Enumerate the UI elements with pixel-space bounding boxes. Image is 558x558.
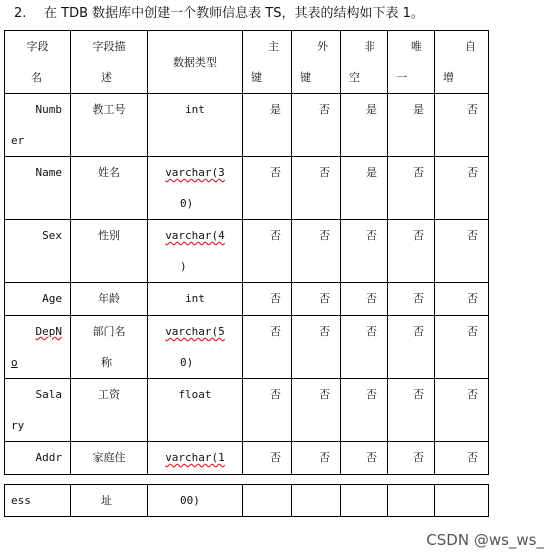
auto-flag: 否	[435, 157, 489, 220]
field-desc-cell: 姓名	[71, 157, 148, 220]
field-desc-cell: 年龄	[71, 283, 148, 316]
auto-flag: 否	[435, 283, 489, 316]
field-desc-cell: 家庭住	[71, 442, 148, 475]
data-type-cell: float	[148, 379, 243, 442]
fk-flag: 否	[292, 283, 341, 316]
header-not-null: 非 空	[341, 31, 388, 94]
fk-flag: 否	[292, 94, 341, 157]
unique-flag: 否	[388, 220, 435, 283]
table-row	[5, 283, 489, 316]
field-desc-cell: 部门名 称	[71, 316, 148, 379]
fk-flag: 否	[292, 157, 341, 220]
header-primary-key: 主 键	[243, 31, 292, 94]
notnull-flag: 是	[341, 94, 388, 157]
data-type-cell: varchar(1	[148, 442, 243, 475]
auto-flag: 否	[435, 94, 489, 157]
header-foreign-key: 外 键	[292, 31, 341, 94]
fk-flag: 否	[292, 442, 341, 475]
auto-flag: 否	[435, 379, 489, 442]
notnull-flag: 否	[341, 316, 388, 379]
data-type-cell: varchar(3 0)	[148, 157, 243, 220]
fk-flag: 否	[292, 379, 341, 442]
notnull-flag: 否	[341, 442, 388, 475]
pk-flag: 是	[243, 94, 292, 157]
notnull-flag: 是	[341, 157, 388, 220]
unique-flag: 否	[388, 157, 435, 220]
pk-flag: 否	[243, 157, 292, 220]
header-field-desc: 字段描 述	[71, 31, 148, 94]
table-continuation	[4, 484, 489, 517]
auto-flag: 否	[435, 316, 489, 379]
empty-cell	[292, 485, 341, 517]
empty-cell	[341, 485, 388, 517]
notnull-flag: 否	[341, 220, 388, 283]
data-type-cell: varchar(4 )	[148, 220, 243, 283]
notnull-flag: 否	[341, 283, 388, 316]
pk-flag: 否	[243, 316, 292, 379]
table-row	[5, 442, 489, 475]
empty-cell	[243, 485, 292, 517]
field-desc-cell: 工资	[71, 379, 148, 442]
fk-flag: 否	[292, 316, 341, 379]
auto-flag: 否	[435, 442, 489, 475]
empty-cell	[388, 485, 435, 517]
table-row	[5, 316, 489, 379]
table-row	[5, 220, 489, 283]
data-type-cell: varchar(5 0)	[148, 316, 243, 379]
data-type-cell: int	[148, 94, 243, 157]
table-header-row	[5, 31, 489, 94]
field-desc-cell: 教工号	[71, 94, 148, 157]
field-desc-cell: 性别	[71, 220, 148, 283]
field-name-cell: Name	[5, 157, 71, 220]
continuation-row	[5, 485, 489, 517]
unique-flag: 否	[388, 316, 435, 379]
watermark: CSDN @ws_ws_	[426, 531, 544, 549]
pk-flag: 否	[243, 442, 292, 475]
table-row	[5, 94, 489, 157]
pk-flag: 否	[243, 220, 292, 283]
field-name-cell: Addr	[5, 442, 71, 475]
data-type-cell: 00)	[148, 485, 243, 517]
field-name-cell: ess	[5, 485, 71, 517]
field-name-cell: Sex	[5, 220, 71, 283]
field-name-cell: DepN o	[5, 316, 71, 379]
unique-flag: 否	[388, 442, 435, 475]
question-text: 在 TDB 数据库中创建一个教师信息表 TS，其表的结构如下表 1。	[44, 6, 424, 21]
unique-flag: 否	[388, 379, 435, 442]
header-unique: 唯 一	[388, 31, 435, 94]
field-desc-cell: 址	[71, 485, 148, 517]
pk-flag: 否	[243, 283, 292, 316]
auto-flag: 否	[435, 220, 489, 283]
field-name-cell: Sala ry	[5, 379, 71, 442]
empty-cell	[435, 485, 489, 517]
question-number: 2.	[14, 6, 27, 21]
table-row	[5, 379, 489, 442]
unique-flag: 否	[388, 283, 435, 316]
header-auto-increment: 自 增	[435, 31, 489, 94]
header-data-type: 数据类型	[148, 31, 243, 94]
unique-flag: 是	[388, 94, 435, 157]
table-row	[5, 157, 489, 220]
fk-flag: 否	[292, 220, 341, 283]
header-field-name: 字段 名	[5, 31, 71, 94]
data-type-cell: int	[148, 283, 243, 316]
notnull-flag: 否	[341, 379, 388, 442]
table-structure	[4, 30, 489, 475]
pk-flag: 否	[243, 379, 292, 442]
field-name-cell: Age	[5, 283, 71, 316]
field-name-cell: Numb er	[5, 94, 71, 157]
